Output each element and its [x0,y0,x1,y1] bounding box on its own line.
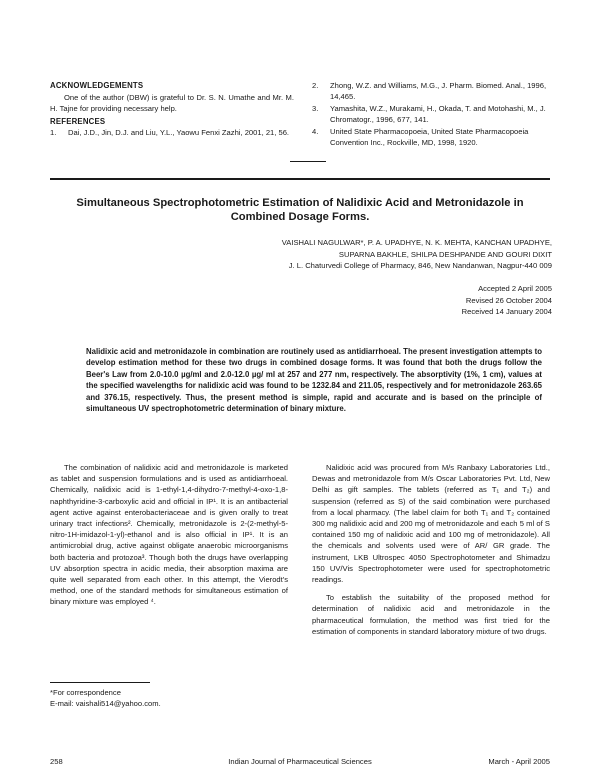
article-title: Simultaneous Spectrophotometric Estimation of Nalidixic Acid and Metronidazole in Combined Dosage Forms. [76,197,524,223]
acknowledgements-text: One of the author (DBW) is grateful to Dr. S. N. Umathe and Mr. M. H. Tajne for providing necessary help. [50,93,294,113]
reference-number: 3. [312,104,319,113]
footer-page-number: 258 [50,757,63,766]
correspondence-label: *For correspondence [50,688,121,697]
correspondence-email: E-mail: vaishali514@yahoo.com. [50,699,161,708]
abstract: Nalidixic acid and metronidazole in combination are routinely used as antidiarrhoeal. The present investigation attempts to develop estimation method for these two drugs in combined dosage forms. It was found that both the drugs follow the Beer's Law from 2.0-10.0 µg/ml and 2.0-12.0 µg/ ml at 257 and 277 nm, respectively. The absorptivity (1%, 1 cm), values at the specified wavelengths for nalidixic acid was found to be 1232.84 and 211.05, respectively and for metronidazole 263.65 and 376.15, respectively. Thus, the present method is simple, rapid and accurate and is based on the principle of simultaneous UV spectrophotometric determination of binary mixture. [86,347,542,414]
reference-number: 1. [50,128,57,137]
acknowledgements-heading: ACKNOWLEDGEMENTS [50,81,144,90]
footnote-rule [50,682,150,683]
reference-item [312,104,550,125]
title-rule [50,178,550,180]
references-heading: REFERENCES [50,117,106,126]
authors-line-2: SUPARNA BAKHLE, SHILPA DESHPANDE AND GOURI DIXIT [338,249,552,259]
intro-paragraph: The combination of nalidixic acid and metronidazole is marketed as tablet and suspension formulations and is used as antidiarrhoeal. Chemically, nalidixic acid is 1-ethyl-1,4-dihydro-7-methyl-4-oxo-1,8-naphthyridine-3-carboxylic acid and official in IP¹. It is an antibacterial agent active against enterobacteriaceae and is given orally to treat urinary tract infections². Chemically, metronidazole is 2-(2-methyl-5-nitro-1H-imidazol-1-yl)-ethanol and is also official in IP¹. It is an antimicrobial drug, active against obligate anaerobic microorganisms both bacteria and protozoa³. Though both the drugs have overlapping UV absorption spectra in acidic media, their absorption maxima are quite well separated from each other. In this attempt, the Vierodt's method, one of the standard methods for simultaneous estimation of binary mixture was employed ⁴. [50,463,288,607]
reference-item [312,127,550,148]
reference-text: Zhong, W.Z. and Williams, M.G., J. Pharm. Biomed. Anal., 1996, 14,465. [330,81,547,101]
date-block [352,283,552,318]
reference-text: United State Pharmacopoeia, United State Pharmacopoeia Convention Inc., Rockville, MD, 1998, 1920. [330,127,529,147]
reference-list-left [50,128,294,139]
received-date: Received 14 January 2004 [461,307,552,316]
reference-text: Dai, J.D., Jin, D.J. and Liu, Y.L., Yaowu Fenxi Zazhi, 2001, 21, 56. [68,128,290,137]
affiliation: J. L. Chaturvedi College of Pharmacy, 846, New Nandanwan, Nagpur-440 009 [288,261,552,270]
reference-number: 4. [312,127,319,136]
body-left-column [50,462,288,608]
references-right-column [312,81,550,150]
revised-date: Revised 26 October 2004 [465,295,552,305]
accepted-date: Accepted 2 April 2005 [478,284,552,293]
reference-number: 2. [312,81,319,90]
reference-item [312,81,550,102]
reference-text: Yamashita, W.Z., Murakami, H., Okada, T. and Motohashi, M., J. Chromatogr., 1996, 677, 141. [330,104,546,124]
acknowledgements-section [50,81,294,141]
reference-list-right [312,81,550,148]
end-mark-divider [290,161,326,162]
author-block [132,237,552,272]
method-paragraph: To establish the suitability of the proposed method for determination of nalidixic acid and metronidazole in the pharmaceutical formulation, the method was first tried for the estimation of components in standard laboratory mixture of two drugs. [312,593,550,636]
footer-issue-date: March - April 2005 [488,757,550,766]
authors-line-1: VAISHALI NAGULWAR*, P. A. UPADHYE, N. K. MEHTA, KANCHAN UPADHYE, [281,238,552,247]
materials-paragraph: Nalidixic acid was procured from M/s Ranbaxy Laboratories Ltd., Dewas and metronidazole from M/s Oscar Laboratories Pvt. Ltd, New Delhi as gift samples. The tablets (referred as T₁ and T₂) and suspension (referred as S) of the said combination were purchased from a local pharmacy. (The label claim for both T₁ and T₂ contained 300 mg nalidixic acid and 200 mg of metronidazole and each 5 ml of S contained 150 mg of nalidixic acid and 100 mg of metronidazole). All the chemicals and solvents used were of AR/ GR grade. The instrument, LKB Ultrospec 4050 Spectrophotometer and Shimadzu 150 UV/Vis Spectrophotometer were used for spectrophotometric readings. [312,463,550,585]
footer-journal-name: Indian Journal of Pharmaceutical Sciences [228,757,372,766]
reference-item [50,128,294,139]
body-right-column [312,462,550,637]
correspondence-block [50,687,288,709]
